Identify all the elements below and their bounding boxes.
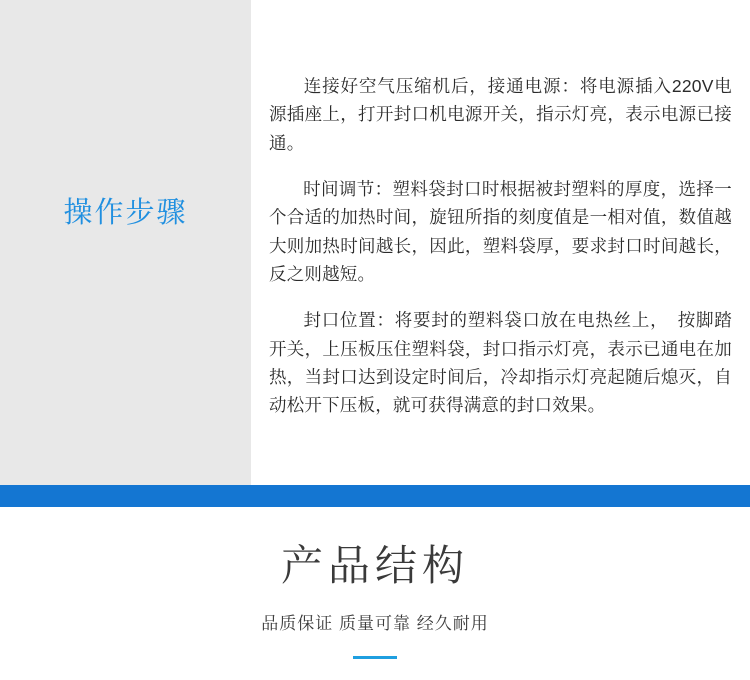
paragraph-power-connection xyxy=(269,72,732,157)
paragraph-text: 连接好空气压缩机后，接通电源：将电源插入220V电源插座上，打开封口机电源开关，指示灯亮，表示电源已接通。 xyxy=(269,76,732,153)
product-structure-section xyxy=(0,507,750,680)
section-title-panel xyxy=(0,0,251,485)
blue-divider-bar xyxy=(0,485,750,507)
paragraph-time-adjustment xyxy=(269,175,732,288)
accent-underline xyxy=(353,656,397,659)
paragraph-text: 时间调节：塑料袋封口时根据被封塑料的厚度，选择一个合适的加热时间，旋钮所指的刻度值是一相对值，数值越大则加热时间越长，因此，塑料袋厚，要求封口时间越长，反之则越短。 xyxy=(269,179,732,285)
product-structure-title: 产品结构 xyxy=(280,542,469,589)
operation-steps-text xyxy=(251,0,750,485)
paragraph-text: 封口位置：将要封的塑料袋口放在电热丝上， 按脚踏开关，上压板压住塑料袋，封口指示灯亮，表示已通电在加热，当封口达到设定时间后，冷却指示灯亮起随后熄灭，自动松开下压板，就可获得满意的封口效果。 xyxy=(269,310,732,416)
paragraph-seal-position xyxy=(269,306,732,419)
section-title: 操作步骤 xyxy=(63,197,188,229)
product-structure-subtitle: 品质保证 质量可靠 经久耐用 xyxy=(261,614,489,634)
